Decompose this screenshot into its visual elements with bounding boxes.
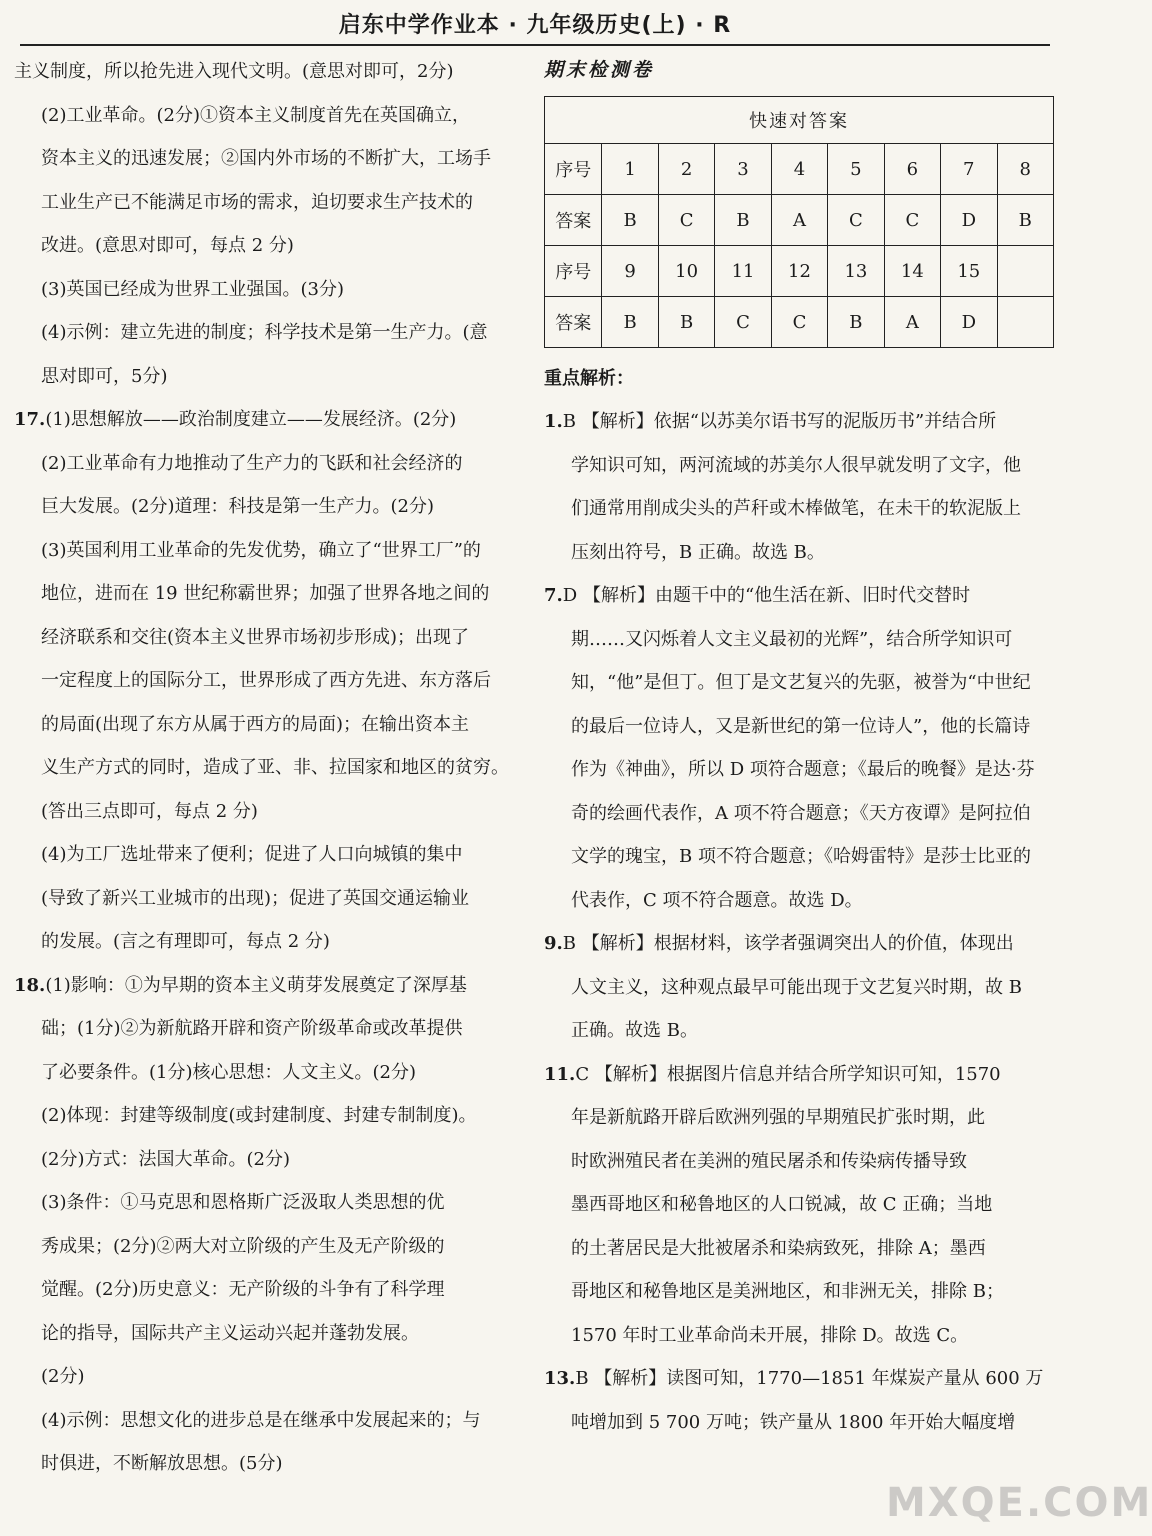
- line-text: (2)体现：封建等级制度(或封建制度、封建专制制度)。: [41, 1105, 477, 1126]
- answer-cell: [997, 246, 1054, 297]
- line-text: 吨增加到 5 700 万吨；铁产量从 1800 年开始大幅度增: [571, 1411, 1016, 1433]
- line-text: (4)为工厂选址带来了便利；促进了人口向城镇的集中: [41, 844, 463, 865]
- text-line: [544, 1096, 1054, 1140]
- text-line: [14, 1355, 512, 1399]
- line-text: (4)示例：建立先进的制度；科学技术是第一生产力。(意: [41, 322, 488, 343]
- text-line: [544, 1009, 1054, 1053]
- text-line: [544, 661, 1054, 705]
- page-header: [20, 8, 1050, 46]
- answer-cell: C: [771, 297, 827, 348]
- text-line: [14, 1007, 512, 1051]
- answer-cell: [997, 297, 1054, 348]
- line-text: (2分): [41, 1366, 85, 1387]
- line-text: 文学的瑰宝，B 项不符合题意；《哈姆雷特》是莎士比亚的: [571, 846, 1031, 867]
- text-line: [14, 1442, 512, 1486]
- line-text: 哥地区和秘鲁地区是美洲地区，和非洲无关，排除 B；: [571, 1281, 1004, 1302]
- answer-cell: 12: [771, 246, 827, 297]
- text-line: [544, 1314, 1054, 1358]
- text-line: [14, 529, 512, 573]
- text-line: [544, 879, 1054, 923]
- line-text: 巨大发展。(2分)道理：科技是第一生产力。(2分): [41, 496, 434, 517]
- answer-cell: 9: [602, 246, 658, 297]
- line-text: 奇的绘画代表作，A 项不符合题意；《天方夜谭》是阿拉伯: [571, 802, 1031, 824]
- text-line: [14, 572, 512, 616]
- text-line: [14, 311, 512, 355]
- answer-table-row: [545, 246, 1054, 297]
- text-line: [14, 485, 512, 529]
- text-line: [14, 1312, 512, 1356]
- answer-cell: B: [602, 297, 658, 348]
- text-line: [14, 1268, 512, 1312]
- line-text: 了必要条件。(1分)核心思想：人文主义。(2分): [41, 1061, 416, 1083]
- answer-cell: 10: [658, 246, 714, 297]
- text-line: [544, 748, 1054, 792]
- answer-cell: B: [715, 195, 771, 246]
- line-text: (1)影响：①为早期的资本主义萌芽发展奠定了深厚基: [45, 974, 467, 996]
- line-text: 的发展。(言之有理即可，每点 2 分): [41, 931, 330, 952]
- row-header: 答案: [545, 195, 602, 246]
- answer-cell: C: [658, 195, 714, 246]
- question-number: 11.: [544, 1063, 576, 1085]
- text-line: [14, 1138, 512, 1182]
- answer-cell: 14: [884, 246, 940, 297]
- text-line: [544, 531, 1054, 575]
- text-line: [14, 50, 512, 94]
- answer-cell: 1: [602, 144, 658, 195]
- line-text: 的最后一位诗人，又是新世纪的第一位诗人”，他的长篇诗: [571, 715, 1031, 737]
- text-line: [14, 703, 512, 747]
- left-column: [14, 50, 512, 1486]
- watermark-logo: MXQE.COM: [886, 1480, 1152, 1526]
- line-text: 期……又闪烁着人文主义最初的光辉”，结合所学知识可: [571, 628, 1013, 650]
- text-line: [14, 616, 512, 660]
- line-text: D 【解析】由题干中的“他生活在新、旧时代交替时: [562, 585, 971, 606]
- answer-cell: 11: [715, 246, 771, 297]
- text-line: [544, 444, 1054, 488]
- text-line: [544, 1183, 1054, 1227]
- text-line: [14, 94, 512, 138]
- answer-cell: A: [771, 195, 827, 246]
- answer-cell: C: [715, 297, 771, 348]
- line-text: 代表作，C 项不符合题意。故选 D。: [571, 889, 863, 911]
- question-number: 9.: [544, 933, 563, 954]
- text-line: [14, 1225, 512, 1269]
- answer-cell: 7: [941, 144, 997, 195]
- line-text: 一定程度上的国际分工，世界形成了西方先进、东方落后: [41, 670, 491, 691]
- line-text: 压刻出符号，B 正确。故选 B。: [571, 541, 825, 563]
- line-text: 的局面(出现了东方从属于西方的局面)；在输出资本主: [41, 713, 470, 735]
- line-text: 作为《神曲》，所以 D 项符合题意；《最后的晚餐》是达·芬: [571, 759, 1035, 780]
- answer-table-row: [545, 297, 1054, 348]
- line-text: B 【解析】依据“以苏美尔语书写的泥版历书”并结合所: [562, 411, 997, 432]
- line-text: 们通常用削成尖头的芦秆或木棒做笔，在未干的软泥版上: [571, 498, 1021, 519]
- text-line: [14, 398, 512, 442]
- answer-cell: A: [884, 297, 940, 348]
- line-text: (2分)方式：法国大革命。(2分): [41, 1148, 290, 1170]
- answer-cell: 13: [828, 246, 884, 297]
- text-line: [14, 790, 512, 834]
- line-text: B 【解析】读图可知，1770—1851 年煤炭产量从 600 万: [575, 1368, 1044, 1389]
- answer-cell: 6: [884, 144, 940, 195]
- text-line: [14, 659, 512, 703]
- answer-table-caption: 快速对答案: [545, 97, 1054, 144]
- text-line: [544, 400, 1054, 444]
- section-title: 期末检测卷: [544, 59, 655, 81]
- line-text: 改进。(意思对即可，每点 2 分): [41, 235, 294, 256]
- line-text: B 【解析】根据材料，该学者强调突出人的价值，体现出: [562, 933, 1014, 954]
- answer-cell: B: [658, 297, 714, 348]
- line-text: 的土著居民是大批被屠杀和染病致死，排除 A；墨西: [571, 1237, 986, 1259]
- line-text: 论的指导，国际共产主义运动兴起并蓬勃发展。: [41, 1322, 419, 1344]
- analysis-heading: 重点解析：: [544, 368, 634, 389]
- answer-cell: D: [941, 195, 997, 246]
- line-text: 人文主义，这种观点最早可能出现于文艺复兴时期，故 B: [571, 976, 1022, 998]
- answer-cell: B: [602, 195, 658, 246]
- answer-table-row: [545, 144, 1054, 195]
- answer-cell: 5: [828, 144, 884, 195]
- answer-cell: 2: [658, 144, 714, 195]
- answer-table-row: [545, 195, 1054, 246]
- line-text: 1570 年时工业革命尚未开展，排除 D。故选 C。: [571, 1324, 969, 1346]
- answer-table: [544, 96, 1054, 348]
- answer-cell: 4: [771, 144, 827, 195]
- text-line: [14, 920, 512, 964]
- row-header: 序号: [545, 246, 602, 297]
- text-line: [544, 1401, 1054, 1445]
- text-line: [544, 922, 1054, 966]
- text-line: [544, 574, 1054, 618]
- analysis-list: [544, 400, 1054, 1444]
- answer-cell: 15: [941, 246, 997, 297]
- text-line: [14, 442, 512, 486]
- text-line: [14, 224, 512, 268]
- line-text: (导致了新兴工业城市的出现)；促进了英国交通运输业: [41, 887, 470, 909]
- line-text: 时欧洲殖民者在美洲的殖民屠杀和传染病传播导致: [571, 1150, 967, 1172]
- text-line: [544, 1053, 1054, 1097]
- line-text: 地位，进而在 19 世纪称霸世界；加强了世界各地之间的: [41, 583, 490, 604]
- question-number: 7.: [544, 585, 563, 606]
- text-line: [14, 137, 512, 181]
- text-line: [14, 833, 512, 877]
- answer-cell: C: [884, 195, 940, 246]
- line-text: 时俱进，不断解放思想。(5分): [41, 1453, 283, 1474]
- line-text: 思对即可，5分): [41, 365, 168, 387]
- text-line: [544, 618, 1054, 662]
- text-line: [544, 1270, 1054, 1314]
- line-text: 年是新航路开辟后欧洲列强的早期殖民扩张时期，此: [571, 1107, 985, 1128]
- text-line: [14, 964, 512, 1008]
- line-text: 义生产方式的同时，造成了亚、非、拉国家和地区的贫穷。: [41, 757, 509, 778]
- line-text: (4)示例：思想文化的进步总是在继承中发展起来的；与: [41, 1409, 481, 1431]
- text-line: [544, 1140, 1054, 1184]
- line-text: (3)英国已经成为世界工业强国。(3分): [41, 278, 344, 300]
- line-text: 秀成果；(2分)②两大对立阶级的产生及无产阶级的: [41, 1235, 445, 1257]
- line-text: (3)英国利用工业革命的先发优势，确立了“世界工厂”的: [41, 539, 481, 561]
- answer-cell: B: [828, 297, 884, 348]
- line-text: 学知识可知，两河流域的苏美尔人很早就发明了文字，他: [571, 454, 1021, 476]
- text-line: [14, 1094, 512, 1138]
- text-line: [14, 1181, 512, 1225]
- line-text: (2)工业革命有力地推动了生产力的飞跃和社会经济的: [41, 452, 463, 474]
- line-text: 墨西哥地区和秘鲁地区的人口锐减，故 C 正确；当地: [571, 1194, 993, 1215]
- line-text: 觉醒。(2分)历史意义：无产阶级的斗争有了科学理: [41, 1279, 445, 1300]
- line-text: 工业生产已不能满足市场的需求，迫切要求生产技术的: [41, 191, 473, 213]
- answer-cell: B: [997, 195, 1054, 246]
- text-line: [544, 487, 1054, 531]
- text-line: [14, 268, 512, 312]
- answer-cell: D: [941, 297, 997, 348]
- row-header: 答案: [545, 297, 602, 348]
- text-line: [544, 705, 1054, 749]
- line-text: 经济联系和交往(资本主义世界市场初步形成)；出现了: [41, 626, 470, 648]
- text-line: [544, 966, 1054, 1010]
- text-line: [14, 746, 512, 790]
- text-line: [14, 877, 512, 921]
- row-header: 序号: [545, 144, 602, 195]
- question-number: 18.: [14, 974, 46, 996]
- line-text: (答出三点即可，每点 2 分): [41, 800, 258, 822]
- text-line: [544, 1227, 1054, 1271]
- line-text: (3)条件：①马克思和恩格斯广泛汲取人类思想的优: [41, 1192, 445, 1213]
- question-number: 13.: [544, 1368, 576, 1389]
- answer-cell: C: [828, 195, 884, 246]
- text-line: [14, 1051, 512, 1095]
- answer-cell: 8: [997, 144, 1054, 195]
- line-text: 资本主义的迅速发展；②国内外市场的不断扩大，工场手: [41, 148, 491, 169]
- line-text: (2)工业革命。(2分)①资本主义制度首先在英国确立，: [41, 104, 470, 126]
- line-text: 主义制度，所以抢先进入现代文明。(意思对即可，2分): [14, 61, 454, 82]
- right-column: [544, 50, 1054, 1444]
- text-line: [14, 355, 512, 399]
- text-line: [14, 181, 512, 225]
- text-line: [544, 835, 1054, 879]
- page-title: 启东中学作业本 · 九年级历史(上) · R: [338, 13, 732, 38]
- line-text: 知，“他”是但丁。但丁是文艺复兴的先驱，被誉为“中世纪: [571, 672, 1031, 693]
- line-text: C 【解析】根据图片信息并结合所学知识可知，1570: [575, 1063, 1001, 1085]
- answer-cell: 3: [715, 144, 771, 195]
- question-number: 1.: [544, 411, 563, 432]
- line-text: (1)思想解放——政治制度建立——发展经济。(2分): [45, 409, 457, 430]
- text-line: [14, 1399, 512, 1443]
- line-text: 正确。故选 B。: [571, 1020, 698, 1041]
- text-line: [544, 792, 1054, 836]
- line-text: 础；(1分)②为新航路开辟和资产阶级革命或改革提供: [41, 1018, 463, 1039]
- question-number: 17.: [14, 409, 46, 430]
- text-line: [544, 1357, 1054, 1401]
